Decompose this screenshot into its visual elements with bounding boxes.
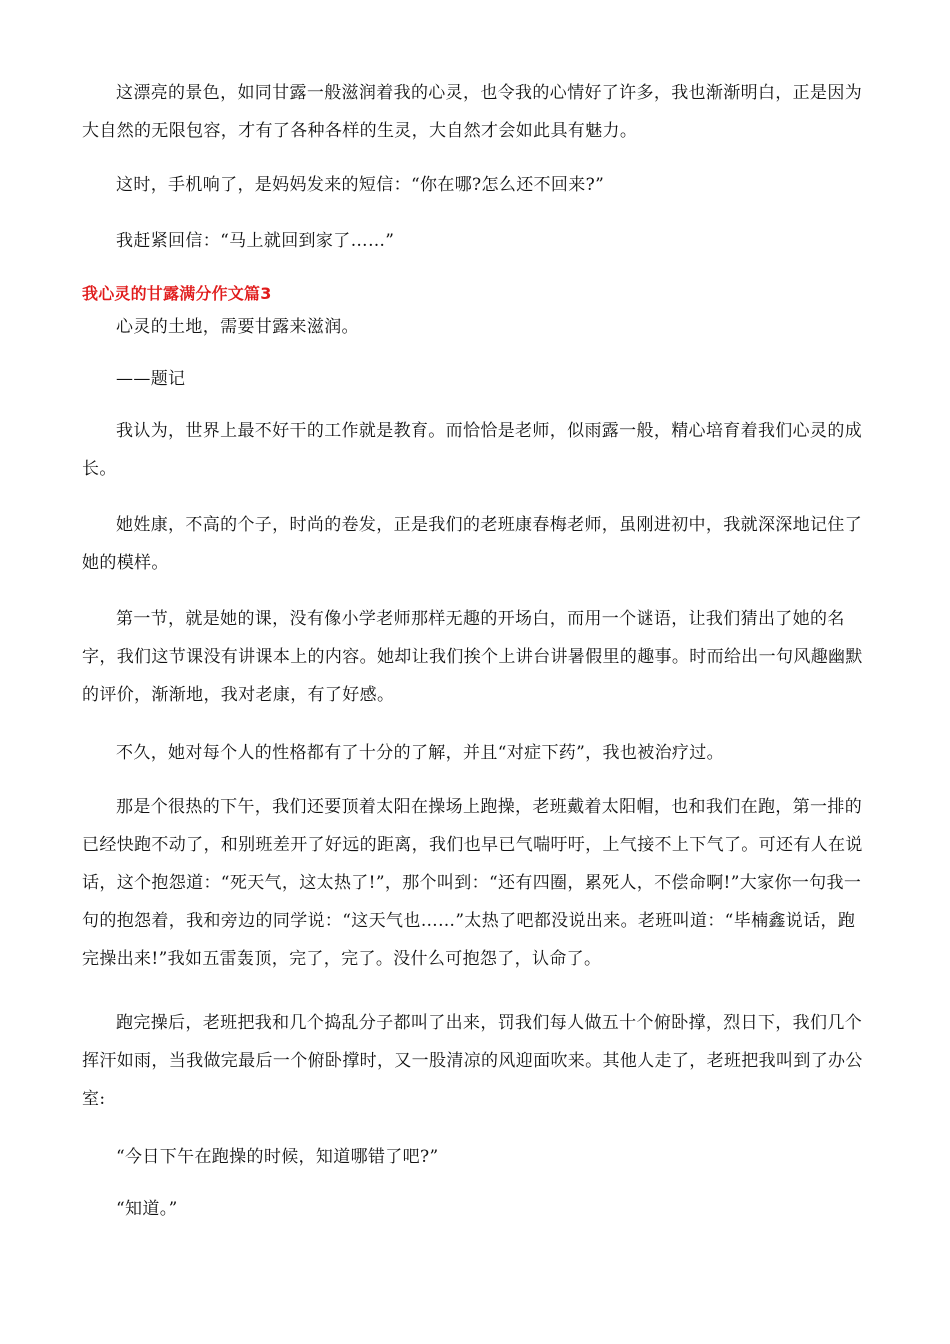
paragraph-punishment: 跑完操后，老班把我和几个捣乱分子都叫了出来，罚我们每人做五十个俯卧撑，烈日下，我们几个挥汗如雨，当我做完最后一个俯卧撑时，又一股清凉的风迎面吹来。其他人走了，老班把我叫到了办公室: [82, 1013, 863, 1109]
paragraph-scenery: 这漂亮的景色，如同甘露一般滋润着我的心灵，也令我的心情好了许多，我也渐渐明白，正是因为大自然的无限包容，才有了各种各样的生灵，大自然才会如此具有魅力。 [82, 83, 863, 141]
paragraph-phone-rang: 这时，手机响了，是妈妈发来的短信：“你在哪?怎么还不回来?” [116, 175, 605, 195]
paragraph-understanding: 不久，她对每个人的性格都有了十分的了解，并且“对症下药”，我也被治疗过。 [116, 743, 724, 763]
paragraph-teacher-intro: 她姓康，不高的个子，时尚的卷发，正是我们的老班康春梅老师，虽刚进初中，我就深深地记住了她的模样。 [82, 515, 863, 573]
paragraph-epigraph: 心灵的土地，需要甘露来滋润。 [116, 317, 359, 337]
paragraph-epigraph-source: ——题记 [116, 369, 186, 389]
paragraph-dialogue-question: “今日下午在跑操的时候，知道哪错了吧?” [116, 1147, 439, 1167]
paragraph-first-class: 第一节，就是她的课，没有像小学老师那样无趣的开场白，而用一个谜语，让我们猜出了她的名字，我们这节课没有讲课本上的内容。她却让我们挨个上讲台讲暑假里的趣事。时而给出一句风趣幽默的评价，渐渐地，我对老康，有了好感。 [82, 609, 863, 705]
paragraph-dialogue-answer: “知道。” [116, 1199, 178, 1219]
paragraph-hot-afternoon: 那是个很热的下午，我们还要顶着太阳在操场上跑操，老班戴着太阳帽，也和我们在跑，第一排的已经快跑不动了，和别班差开了好远的距离，我们也早已气喘吁吁，上气接不上下气了。可还有人在说话，这个抱怨道：“死天气，这太热了!”，那个叫到：“还有四圈，累死人，不偿命啊!”大家你一句我一句的抱怨着，我和旁边的同学说：“这天气也……”太热了吧都没说出来。老班叫道：“毕楠鑫说话，跑完操出来!”我如五雷轰顶，完了，完了。没什么可抱怨了，认命了。 [82, 797, 863, 969]
section-heading: 我心灵的甘露满分作文篇3 [82, 284, 272, 303]
paragraph-reply: 我赶紧回信：“马上就回到家了……” [116, 231, 395, 251]
paragraph-education: 我认为，世界上最不好干的工作就是教育。而恰恰是老师，似雨露一般，精心培育着我们心灵的成长。 [82, 421, 863, 479]
